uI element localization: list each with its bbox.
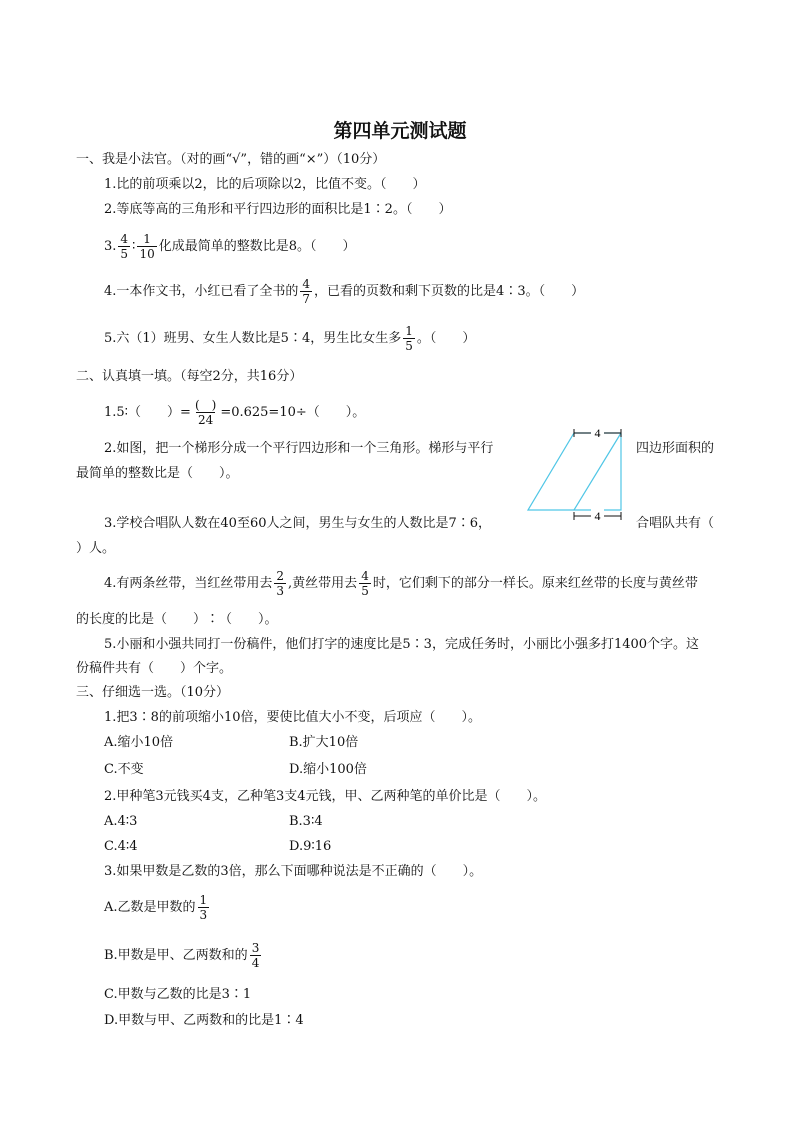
s2-question-4-line2: 的长度的比是（ ）∶（ ）。 (76, 612, 278, 627)
s1-question-5 (104, 322, 475, 356)
option-b: B.扩大10倍 (289, 735, 359, 750)
fraction: $\frac{( )}{24}$ (194, 398, 217, 427)
s2-question-2-line2: 最简单的整数比是（ ）。 (76, 466, 239, 481)
option-a: A.4∶3 (104, 814, 138, 829)
fraction: $\frac{4}{7}$ (302, 277, 311, 306)
option-c: C.甲数与乙数的比是3∶1 (104, 987, 252, 1002)
option-a: A.缩小10倍 (104, 735, 174, 750)
s2-question-5-line2: 份稿件共有（ ）个字。 (76, 661, 233, 676)
section-1-heading: 一、我是小法官。（对的画“√”，错的画“×”）（10分） (76, 152, 386, 167)
s2q1-suffix: =0.625=10÷（ ）。 (220, 405, 366, 420)
option-d: D.甲数与甲、乙两数和的比是1∶4 (104, 1013, 304, 1028)
q5-suffix: 。（ ） (416, 331, 476, 346)
q3-suffix: 化成最简单的整数比是8。（ ） (158, 239, 356, 254)
trapezoid-figure (525, 420, 630, 522)
s2-question-3-line2: ）人。 (76, 541, 116, 556)
section-2-heading: 二、认真填一填。（每空2分，共16分） (76, 369, 303, 384)
fraction: $\frac{4}{5}$ (120, 232, 129, 261)
s1-question-2: 2.等底等高的三角形和平行四边形的面积比是1∶2。（ ） (104, 202, 452, 217)
s3-question-1: 1.把3∶8的前项缩小10倍，要使比值大小不变，后项应（ ）。 (104, 710, 481, 725)
s2q4-mid: ,黄丝带用去 (288, 576, 358, 591)
diagonal-divider (574, 433, 621, 510)
s2-question-3-line1-end: 合唱队共有（ (636, 516, 715, 531)
s1-question-4 (104, 275, 584, 309)
bottom-length-label: 4 (594, 509, 601, 522)
option-d: D.缩小100倍 (289, 762, 367, 777)
ratio-sign: ∶ (132, 239, 136, 254)
s2-question-5-line1: 5.小丽和小强共同打一份稿件，他们打字的速度比是5∶3，完成任务时，小丽比小强多打1400个字。这 (104, 637, 700, 652)
q5-prefix: 5.六（1）班男、女生人数比是5∶4，男生比女生多 (104, 331, 402, 346)
option-a (104, 891, 211, 925)
s2-question-4 (104, 567, 698, 601)
fraction: $\frac{1}{5}$ (405, 324, 413, 353)
page-title: 第四单元测试题 (333, 120, 467, 142)
fraction: $\frac{4}{5}$ (361, 569, 369, 598)
s3-question-3: 3.如果甲数是乙数的3倍，那么下面哪种说法是不正确的（ ）。 (104, 864, 483, 879)
option-c: C.不变 (104, 762, 144, 777)
option-b: B.3∶4 (289, 814, 323, 829)
fraction: $\frac{2}{3}$ (276, 569, 285, 598)
q4-prefix: 4.一本作文书，小红已看了全书的 (104, 284, 299, 299)
q4-suffix: ，已看的页数和剩下页数的比是4∶3。（ ） (314, 284, 585, 299)
s2-question-1 (104, 396, 365, 430)
s2-question-3-line1: 3.学校合唱队人数在40至60人之间，男生与女生的人数比是7∶6， (104, 516, 492, 531)
s3-question-2: 2.甲种笔3元钱买4支，乙种笔3支4元钱，甲、乙两种笔的单价比是（ ）。 (104, 789, 546, 804)
section-3-heading: 三、仔细选一选。（10分） (76, 685, 230, 700)
option-b-text: B.甲数是甲、乙两数和的 (104, 948, 248, 963)
option-a-text: A.乙数是甲数的 (104, 900, 196, 915)
s1-question-3 (104, 230, 356, 264)
fraction: $\frac{3}{4}$ (251, 941, 260, 970)
s2-question-2-line1-end: 四边形面积的 (636, 441, 715, 456)
s2q4-suffix: 时，它们剩下的部分一样长。原来红丝带的长度与黄丝带 (372, 576, 698, 591)
option-d: D.9∶16 (289, 839, 332, 854)
s2q4-prefix: 4.有两条丝带，当红丝带用去 (104, 576, 273, 591)
s1-question-1: 1.比的前项乘以2，比的后项除以2，比值不变。（ ） (104, 177, 426, 192)
option-c: C.4∶4 (104, 839, 138, 854)
q3-prefix: 3. (104, 239, 117, 254)
top-length-label: 4 (594, 426, 601, 440)
s2q1-prefix: 1.5∶（ ）= (104, 405, 191, 420)
s2-question-2-line1: 2.如图，把一个梯形分成一个平行四边形和一个三角形。梯形与平行 (104, 441, 494, 456)
option-b (104, 939, 263, 973)
fraction: $\frac{1}{10}$ (139, 232, 155, 261)
trapezoid-outline (528, 433, 621, 510)
fraction: $\frac{1}{3}$ (199, 893, 208, 922)
